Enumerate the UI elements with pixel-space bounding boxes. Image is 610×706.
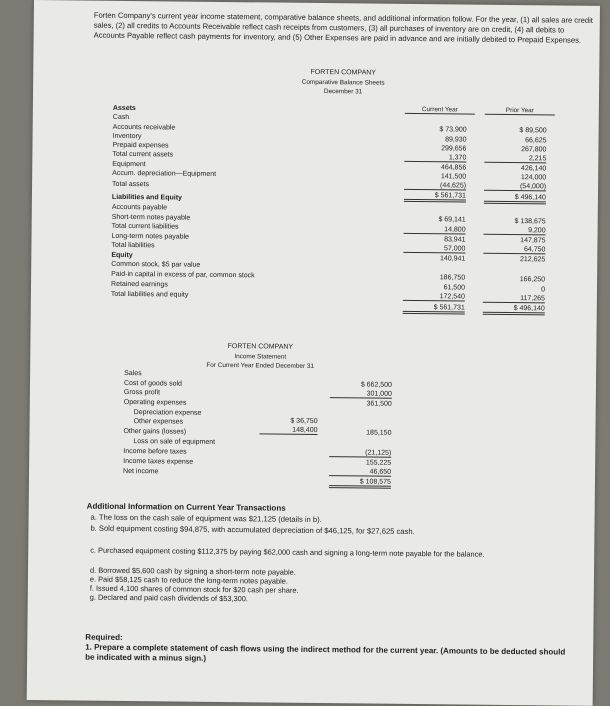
bs-row-prior: $ 89,500 xyxy=(519,127,547,135)
is-opex-total: 185,150 xyxy=(366,429,392,437)
is-ibt-label: Income before taxes xyxy=(123,447,187,456)
bs-row-label: Equipment xyxy=(112,160,146,169)
additional-item-b: b. Sold equipment costing $94,875, with accumulated depreciation of $46,125, for $27,625 cash. xyxy=(90,523,415,537)
bs-row-current: 464,856 xyxy=(440,164,467,172)
is-period: For Current Year Ended December 31 xyxy=(206,361,315,370)
bs-row-prior: 2,215 xyxy=(484,155,546,164)
additional-item-d: d. Borrowed $5,600 cash by signing a short-term note payable. xyxy=(89,565,296,577)
bs-liab-current: $ 69,141 xyxy=(438,216,466,224)
bs-liab-current: 57,000 xyxy=(403,245,465,254)
required-header: Required: xyxy=(85,632,123,642)
bs-col-current: Current Year xyxy=(405,106,475,115)
bs-row-prior: 66,625 xyxy=(525,137,547,145)
required-text: 1. Prepare a complete statement of cash flows using the indirect method for the current year. (Amounts to be deducted should be indicated with a minus sign.) xyxy=(85,642,566,663)
bs-row-label: Total assets xyxy=(112,180,150,189)
bs-row-prior: (54,000) xyxy=(484,183,546,192)
bs-equity-label: Total liabilities and equity xyxy=(110,290,189,299)
bs-company: FORTEN COMPANY xyxy=(310,68,377,77)
bs-row-current: (44,625) xyxy=(404,182,466,191)
is-dep-value: $ 36,750 xyxy=(290,417,318,425)
is-other-label: Other expenses xyxy=(133,418,184,426)
intro-paragraph: Forten Company's current year income statement, comparative balance sheets, and additional information follow. For the year, (1) all sales are credit sales, (2) all credits to Accounts Receivable reflect cash receipts from customers, (3) all purchases of inventory are on credit, (4) all debits to Accounts Payable reflect cash payments for inventory, and (5) Other Expenses are paid in advance and are initially debited to Prepaid Expenses. xyxy=(93,10,593,45)
is-sales-label: Sales xyxy=(124,369,142,378)
bs-equity-label: Retained earnings xyxy=(110,280,168,289)
bs-row-current: 89,930 xyxy=(445,136,467,144)
is-gl-label: Other gains (losses) xyxy=(123,427,187,436)
is-cogs-value: 301,000 xyxy=(330,390,392,399)
bs-equity-current: $ 561,731 xyxy=(403,304,465,315)
bs-row-current: 141,500 xyxy=(440,173,467,181)
bs-row-label: Inventory xyxy=(112,132,142,141)
bs-liab-header: Liabilities and Equity xyxy=(111,193,182,202)
bs-liab-prior: 147,875 xyxy=(520,237,546,245)
bs-equity-label: Common stock, $5 par value xyxy=(111,260,201,269)
is-gross-label: Gross profit xyxy=(123,388,161,397)
is-sales-value: $ 662,500 xyxy=(360,381,393,389)
is-tax-label: Income taxes expense xyxy=(123,457,194,466)
bs-liab-current: 83,941 xyxy=(444,236,466,244)
bs-liab-label: Short-term notes payable xyxy=(111,213,191,222)
bs-title: Comparative Balance Sheets xyxy=(301,78,385,87)
is-dep-label: Depreciation expense xyxy=(133,409,202,417)
is-company: FORTEN COMPANY xyxy=(227,343,294,351)
bs-row-label: Accum. depreciation—Equipment xyxy=(112,169,217,178)
bs-equity-prior: 117,265 xyxy=(483,295,545,304)
bs-liab-label: Total liabilities xyxy=(111,241,155,250)
bs-equity-current: 61,500 xyxy=(443,284,466,292)
is-ni-label: Net income xyxy=(123,467,159,476)
is-gross-value: 361,500 xyxy=(366,400,392,408)
bs-row-current: $ 73,900 xyxy=(439,126,467,134)
is-tax-value: 46,650 xyxy=(329,468,391,477)
bs-row-prior: $ 496,140 xyxy=(484,194,546,205)
additional-item-a: a. The loss on the cash sale of equipment was $21,125 (details in b). xyxy=(90,512,322,525)
bs-liab-prior: 212,625 xyxy=(519,256,546,264)
bs-liab-prior: $ 138,675 xyxy=(514,218,546,226)
document-page xyxy=(27,0,600,706)
bs-equity-prior: 0 xyxy=(541,286,546,294)
bs-row-current: $ 561,731 xyxy=(404,192,466,203)
bs-row-prior: 267,800 xyxy=(521,146,547,154)
additional-item-f: f. Issued 4,100 shares of common stock for $20 cash per share. xyxy=(89,583,299,595)
bs-col-prior: Prior Year xyxy=(485,107,555,116)
is-loss-label: Loss on sale of equipment xyxy=(133,438,216,446)
bs-liab-prior: 64,750 xyxy=(483,246,545,255)
bs-equity-current: 186,750 xyxy=(439,274,466,282)
is-cogs-label: Cost of goods sold xyxy=(123,379,183,388)
bs-row-current: 299,656 xyxy=(441,145,467,153)
is-opex-label: Operating expenses xyxy=(123,398,187,407)
bs-row-label: Total current assets xyxy=(112,150,174,159)
is-title: Income Statement xyxy=(234,353,287,361)
bs-row-prior: 124,000 xyxy=(520,174,547,182)
is-ibt-value: 155,225 xyxy=(365,459,392,467)
bs-equity-prior: $ 496,140 xyxy=(483,305,545,316)
bs-row-current: 1,370 xyxy=(404,154,466,163)
additional-item-c: c. Purchased equipment costing $112,375 by paying $62,000 cash and signing a long-term note payable for the balance. xyxy=(90,545,485,559)
bs-liab-label: Total current liabilities xyxy=(111,222,179,231)
bs-equity-header: Equity xyxy=(111,251,133,260)
bs-liab-current: 14,800 xyxy=(404,226,466,235)
bs-row-prior: 426,140 xyxy=(520,165,547,173)
is-ni-value: $ 108,575 xyxy=(329,478,391,489)
bs-row-label: Accounts receivable xyxy=(112,123,176,132)
additional-item-g: g. Declared and paid cash dividends of $53,300. xyxy=(89,592,248,604)
bs-liab-prior: 9,200 xyxy=(484,227,546,236)
bs-liab-current: 140,941 xyxy=(439,255,466,263)
bs-liab-label: Accounts payable xyxy=(111,203,168,212)
bs-date: December 31 xyxy=(323,88,363,96)
bs-assets-header: Assets xyxy=(112,104,136,113)
bs-equity-current: 172,540 xyxy=(403,293,465,302)
bs-liab-label: Long-term notes payable xyxy=(111,232,189,241)
is-other-value: 148,400 xyxy=(259,426,317,435)
is-loss-value: (21,125) xyxy=(329,449,391,458)
additional-header: Additional Information on Current Year Transactions xyxy=(86,501,286,513)
bs-equity-label: Paid-in capital in excess of par, common stock xyxy=(111,270,255,280)
bs-equity-prior: 166,250 xyxy=(519,276,546,284)
bs-row-label: Cash xyxy=(112,113,130,122)
additional-item-e: e. Paid $58,125 cash to reduce the long-term notes payable. xyxy=(89,574,289,586)
bs-row-label: Prepaid expenses xyxy=(112,141,169,150)
